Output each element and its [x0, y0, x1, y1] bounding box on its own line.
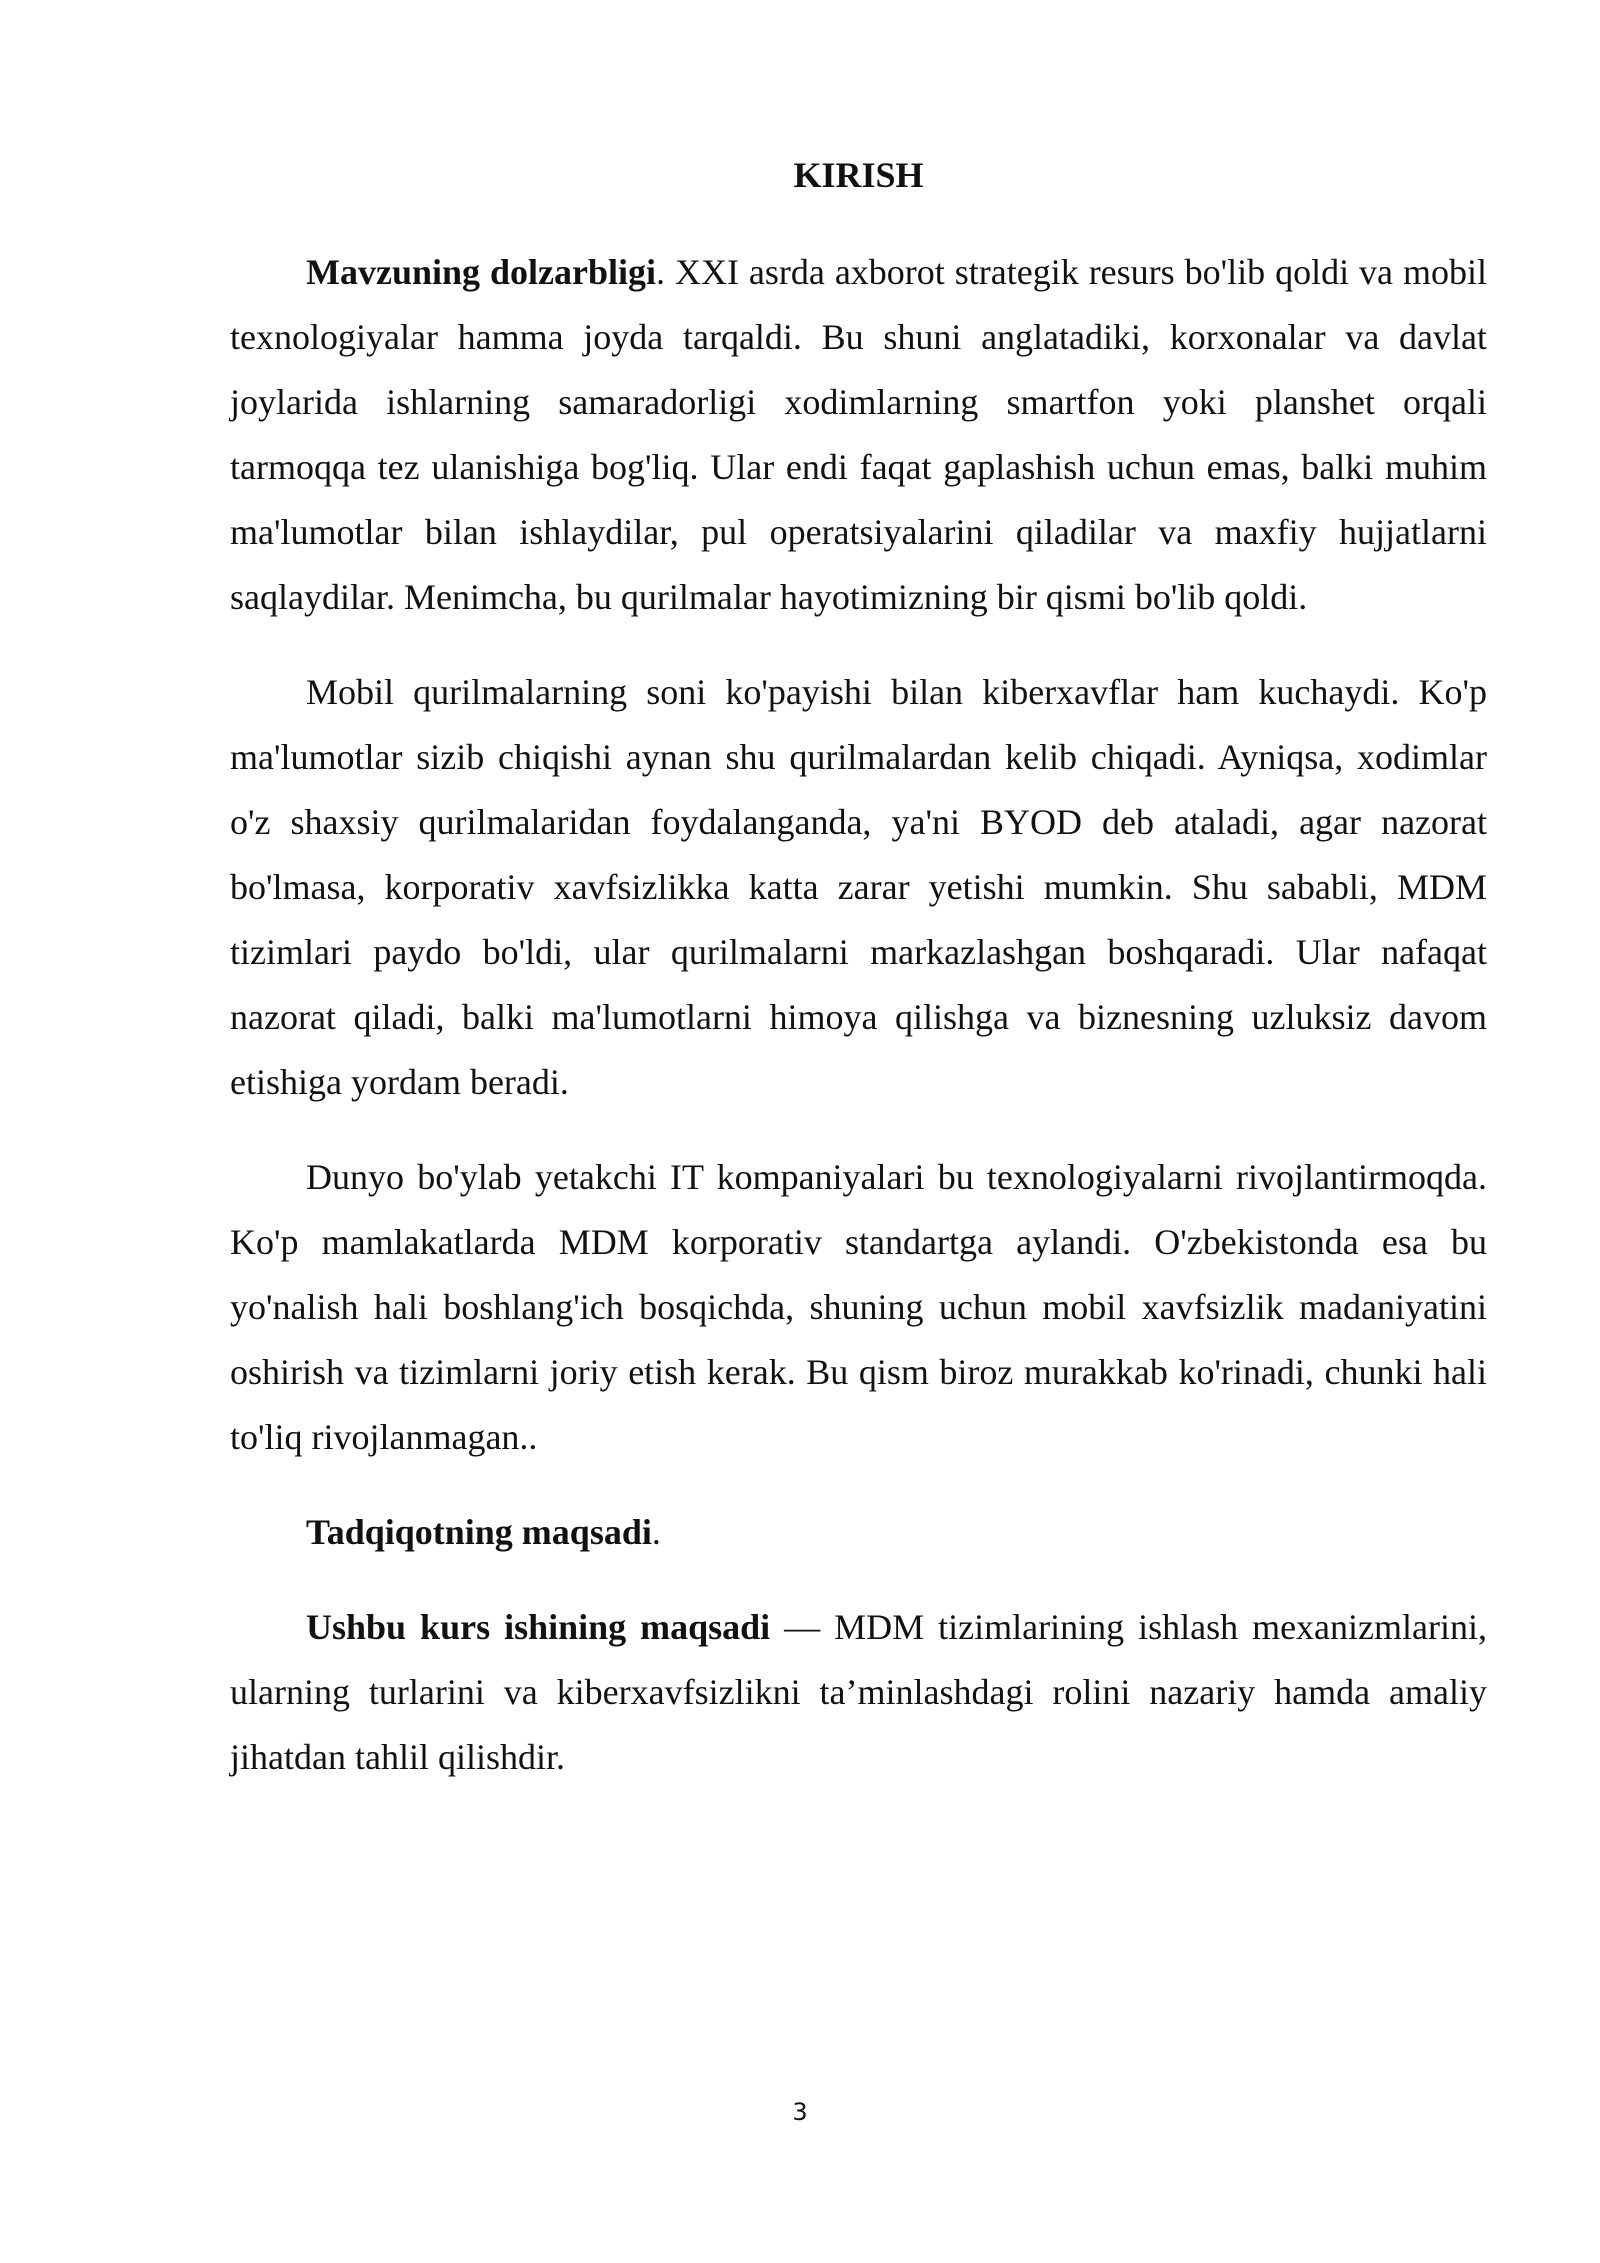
- paragraph-relevance: [230, 240, 1487, 630]
- research-goal-heading-dot: .: [651, 1512, 661, 1552]
- section-title: KIRISH: [793, 155, 924, 195]
- paragraph-it-companies: Dunyo bo'ylab yetakchi IT kompaniyalari bu texnologiyalarni rivojlantirmoqda. Ko'p mamlakatlarda MDM korporativ standartga aylandi. O'zbekistonda esa bu yo'nalish hali boshlang'ich bosqichda, shuning uchun mobil xavfsizlik madaniyatini oshirish va tizimlarni joriy etish kerak. Bu qism biroz murakkab ko'rinadi, chunki hali to'liq rivojlanmagan..: [230, 1157, 1487, 1457]
- paragraph-mobile-threats: Mobil qurilmalarning soni ko'payishi bilan kiberxavflar ham kuchaydi. Ko'p ma'lumotlar sizib chiqishi aynan shu qurilmalardan kelib chiqadi. Ayniqsa, xodimlar o'z shaxsiy qurilmalaridan foydalanganda, ya'ni BYOD deb ataladi, agar nazorat bo'lmasa, korporativ xavfsizlikka katta zarar yetishi mumkin. Shu sababli, MDM tizimlari paydo bo'ldi, ular qurilmalarni markazlashgan boshqaradi. Ular nafaqat nazorat qiladi, balki ma'lumotlarni himoya qilishga va biznesning uzluksiz davom etishiga yordam beradi.: [230, 672, 1487, 1102]
- research-goal-heading: [230, 1500, 1487, 1565]
- paragraph-course-goal-text: — MDM tizimlarining ishlash mexanizmlarini, ularning turlarini va kiberxavfsizlikni ta’minlashdagi rolini nazariy hamda amaliy jihatdan tahlil qilishdir.: [230, 1607, 1487, 1777]
- paragraph-relevance-text: . XXI asrda axborot strategik resurs bo'lib qoldi va mobil texnologiyalar hamma joyda tarqaldi. Bu shuni anglatadiki, korxonalar va davlat joylarida ishlarning samaradorligi xodimlarning smartfon yoki planshet orqali tarmoqqa tez ulanishiga bog'liq. Ular endi faqat gaplashish uchun emas, balki muhim ma'lumotlar bilan ishlaydilar, pul operatsiyalarini qiladilar va maxfiy hujjatlarni saqlaydilar. Menimcha, bu qurilmalar hayotimizning bir qismi bo'lib qoldi.: [230, 252, 1487, 617]
- paragraph-relevance-lead: Mavzuning dolzarbligi: [306, 252, 656, 292]
- paragraph-course-goal: [230, 1595, 1487, 1790]
- paragraph-course-goal-lead: Ushbu kurs ishining maqsadi: [306, 1607, 771, 1647]
- research-goal-heading-lead: Tadqiqotning maqsadi: [306, 1512, 652, 1552]
- page-number: 3: [792, 2098, 808, 2126]
- page-content: [230, 150, 1487, 1790]
